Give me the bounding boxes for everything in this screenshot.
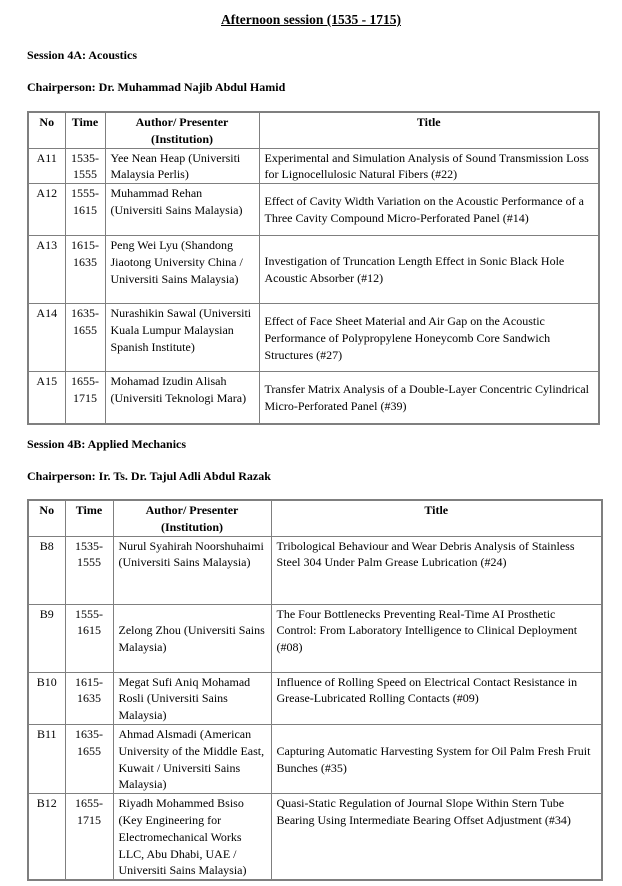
table-row <box>28 604 602 672</box>
row-number: A15 <box>28 372 65 424</box>
row-author: Megat Sufi Aniq Mohamad Rosli (Universiti Sains Malaysia) <box>113 672 271 724</box>
row-number: B10 <box>28 672 65 724</box>
row-title: Capturing Automatic Harvesting System for Oil Palm Fresh Fruit Bunches (#35) <box>271 724 602 793</box>
table-row <box>28 724 602 793</box>
table-row <box>28 794 602 880</box>
row-time: 1655- 1715 <box>65 372 105 424</box>
row-author: Nurashikin Sawal (Universiti Kuala Lumpur Malaysian Spanish Institute) <box>105 304 259 372</box>
row-title: Quasi-Static Regulation of Journal Slope Within Stern Tube Bearing Using Intermediate Bearing Offset Adjustment (#34) <box>271 794 602 880</box>
row-number: B11 <box>28 724 65 793</box>
table-row <box>28 148 599 184</box>
header-author: Author/ Presenter (Institution) <box>105 112 259 148</box>
row-title: Transfer Matrix Analysis of a Double-Layer Concentric Cylindrical Micro-Perforated Panel (#39) <box>259 372 599 424</box>
row-author: Yee Nean Heap (Universiti Malaysia Perlis) <box>105 148 259 184</box>
table-row <box>28 236 599 304</box>
row-title: The Four Bottlenecks Preventing Real-Time AI Prosthetic Control: From Laboratory Intelligence to Clinical Deployment (#08) <box>271 604 602 672</box>
row-time: 1555- 1615 <box>65 604 113 672</box>
table-header-row <box>28 112 599 148</box>
row-time: 1615- 1635 <box>65 672 113 724</box>
row-number: A14 <box>28 304 65 372</box>
header-author: Author/ Presenter (Institution) <box>113 500 271 536</box>
row-author: Ahmad Alsmadi (American University of the Middle East, Kuwait / Universiti Sains Malaysia) <box>113 724 271 793</box>
header-title: Title <box>271 500 602 536</box>
table-row <box>28 304 599 372</box>
session-4b-heading: Session 4B: Applied Mechanics <box>27 437 187 451</box>
row-title: Experimental and Simulation Analysis of Sound Transmission Loss for Lignocellulosic Natural Fibers (#22) <box>259 148 599 184</box>
row-time: 1535- 1555 <box>65 536 113 604</box>
row-number: B12 <box>28 794 65 880</box>
header-time: Time <box>65 112 105 148</box>
header-time: Time <box>65 500 113 536</box>
row-number: A13 <box>28 236 65 304</box>
session-4b-table <box>27 499 603 881</box>
row-time: 1655- 1715 <box>65 794 113 880</box>
row-title: Effect of Cavity Width Variation on the Acoustic Performance of a Three Cavity Compound Micro-Perforated Panel (#14) <box>259 184 599 236</box>
page-title: Afternoon session (1535 - 1715) <box>221 12 401 27</box>
row-number: B9 <box>28 604 65 672</box>
row-title: Tribological Behaviour and Wear Debris Analysis of Stainless Steel 304 Under Palm Grease Lubrication (#24) <box>271 536 602 604</box>
row-title: Investigation of Truncation Length Effect in Sonic Black Hole Acoustic Absorber (#12) <box>259 236 599 304</box>
row-number: B8 <box>28 536 65 604</box>
table-row <box>28 536 602 604</box>
header-no: No <box>28 500 65 536</box>
row-time: 1615- 1635 <box>65 236 105 304</box>
row-number: A11 <box>28 148 65 184</box>
row-author: Muhammad Rehan (Universiti Sains Malaysia) <box>105 184 259 236</box>
row-time: 1635- 1655 <box>65 724 113 793</box>
row-title: Influence of Rolling Speed on Electrical Contact Resistance in Grease-Lubricated Rolling Contacts (#09) <box>271 672 602 724</box>
row-number: A12 <box>28 184 65 236</box>
row-author: Mohamad Izudin Alisah (Universiti Teknologi Mara) <box>105 372 259 424</box>
header-no: No <box>28 112 65 148</box>
session-4a-heading: Session 4A: Acoustics <box>27 48 138 62</box>
table-row <box>28 372 599 424</box>
row-title: Effect of Face Sheet Material and Air Gap on the Acoustic Performance of Polypropylene Honeycomb Core Sandwich Structures (#27) <box>259 304 599 372</box>
session-4b-chairperson: Chairperson: Ir. Ts. Dr. Tajul Adli Abdul Razak <box>27 469 271 483</box>
header-title: Title <box>259 112 599 148</box>
row-author: Peng Wei Lyu (Shandong Jiaotong University China / Universiti Sains Malaysia) <box>105 236 259 304</box>
table-row <box>28 184 599 236</box>
row-author: Nurul Syahirah Noorshuhaimi (Universiti Sains Malaysia) <box>113 536 271 604</box>
table-row <box>28 672 602 724</box>
row-author: Zelong Zhou (Universiti Sains Malaysia) <box>113 604 271 672</box>
row-time: 1555- 1615 <box>65 184 105 236</box>
row-time: 1635- 1655 <box>65 304 105 372</box>
row-time: 1535- 1555 <box>65 148 105 184</box>
table-header-row <box>28 500 602 536</box>
row-author: Riyadh Mohammed Bsiso (Key Engineering for Electromechanical Works LLC, Abu Dhabi, UAE / Universiti Sains Malaysia) <box>113 794 271 880</box>
session-4a-table <box>27 111 600 425</box>
session-4a-chairperson: Chairperson: Dr. Muhammad Najib Abdul Hamid <box>27 80 286 94</box>
